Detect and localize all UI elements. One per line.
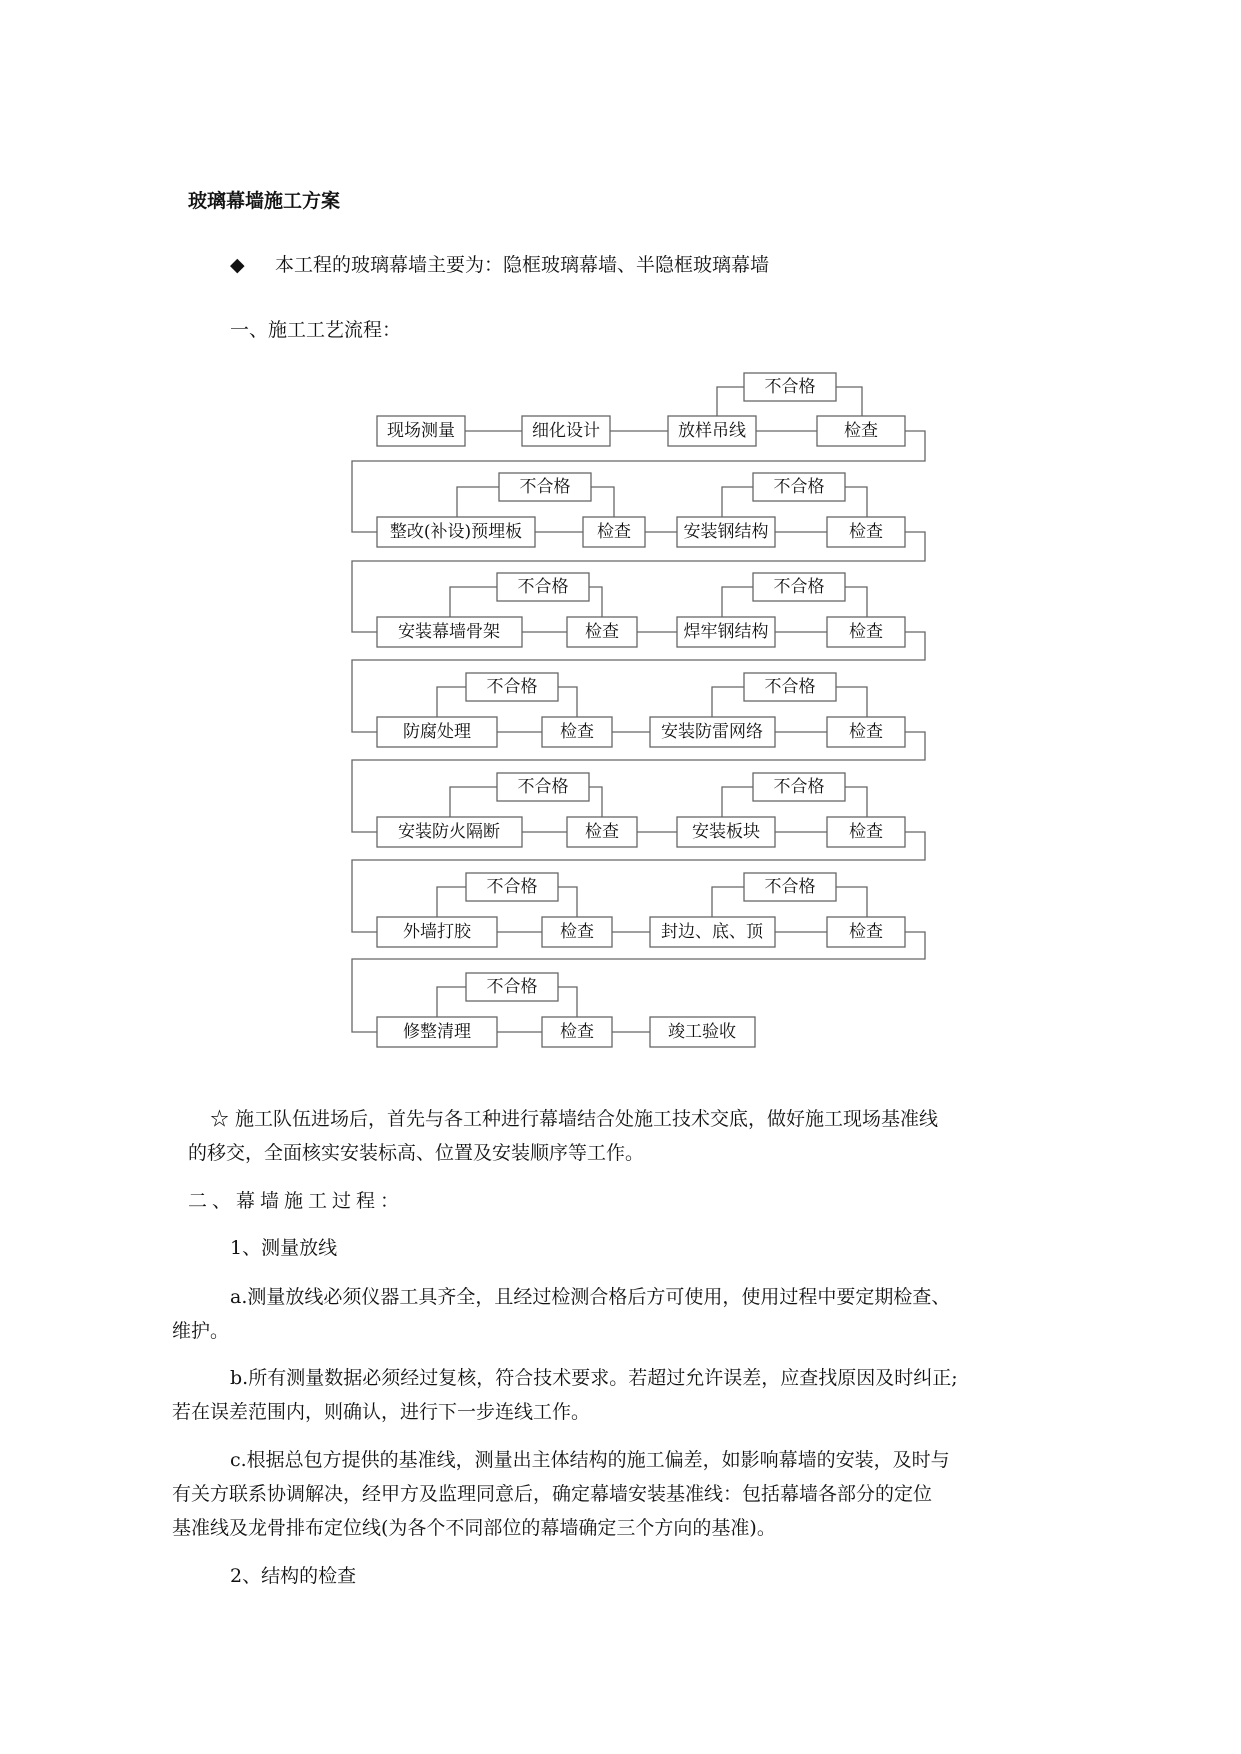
para-c-line1: c.根据总包方提供的基准线，测量出主体结构的施工偏差，如影响幕墙的安装，及时与 [230,1449,950,1471]
flow-step-fire-barrier: 安装防火隔断 [398,822,500,842]
flow-step-install-steel: 安装钢结构 [683,522,769,542]
flow-step-acceptance: 竣工验收 [668,1022,736,1042]
flow-fail: 不合格 [773,777,825,797]
para-b-line1: b.所有测量数据必须经过复核，符合技术要求。若超过允许误差，应查找原因及时纠正; [230,1367,958,1389]
flow-check: 检查 [585,822,619,842]
flow-check: 检查 [597,522,631,542]
section2-heading: 二、幕墙施工过程： [188,1190,405,1212]
flow-step-detail-design: 细化设计 [532,421,600,441]
star-paragraph-line2: 的移交，全面核实安装标高、位置及安装顺序等工作。 [188,1142,645,1164]
para-a-line1: a.测量放线必须仪器工具齐全，且经过检测合格后方可使用，使用过程中要定期检查、 [230,1286,951,1308]
para-c-line2: 有关方联系协调解决，经甲方及监理同意后，确定幕墙安装基准线：包括幕墙各部分的定位 [172,1483,933,1505]
flow-check: 检查 [560,922,594,942]
flow-step-install-frame: 安装幕墙骨架 [398,622,500,642]
flow-fail: 不合格 [773,577,825,597]
flow-check: 检查 [849,622,883,642]
para-b-line2: 若在误差范围内，则确认，进行下一步连线工作。 [172,1401,591,1423]
flow-fail: 不合格 [486,877,538,897]
flow-step-survey: 现场测量 [387,421,455,441]
flow-fail: 不合格 [764,377,816,397]
flow-step-install-panel: 安装板块 [692,822,760,842]
flow-check: 检查 [585,622,619,642]
flow-step-lightning-net: 安装防雷网络 [661,722,763,742]
flow-step-edge-seal: 封边、底、顶 [661,922,763,942]
flow-step-sealant: 外墙打胶 [403,922,471,942]
flow-fail: 不合格 [486,977,538,997]
flow-step-weld-steel: 焊牢钢结构 [683,622,769,642]
star-paragraph-line1: ☆ 施工队伍进场后，首先与各工种进行幕墙结合处施工技术交底，做好施工现场基准线 [210,1108,939,1130]
flow-fail: 不合格 [517,577,569,597]
flow-check: 检查 [560,1022,594,1042]
flow-check: 检查 [849,922,883,942]
flow-fail: 不合格 [764,877,816,897]
flow-step-cleanup: 修整清理 [403,1022,471,1042]
flow-fail: 不合格 [773,477,825,497]
flow-fail: 不合格 [519,477,571,497]
diamond-bullet-icon: ◆ [230,254,245,276]
flow-check: 检查 [849,522,883,542]
flow-check: 检查 [560,722,594,742]
flow-step-embed-plate: 整改(补设)预埋板 [389,522,523,542]
para-c-line3: 基准线及龙骨排布定位线(为各个不同部位的幕墙确定三个方向的基准)。 [172,1517,776,1539]
scope-text: 本工程的玻璃幕墙主要为：隐框玻璃幕墙、半隐框玻璃幕墙 [275,254,770,276]
flow-fail: 不合格 [486,677,538,697]
document-title: 玻璃幕墙施工方案 [188,190,341,212]
flow-check: 检查 [849,722,883,742]
flow-step-layout-plumb: 放样吊线 [678,421,746,441]
sub1-heading: 1、测量放线 [230,1237,338,1259]
flow-fail: 不合格 [517,777,569,797]
flow-step-anticorrosion: 防腐处理 [403,722,471,742]
flow-check: 检查 [849,822,883,842]
section1-heading: 一、施工工艺流程： [230,319,402,341]
flow-check: 检查 [844,421,878,441]
sub2-heading: 2、结构的检查 [230,1565,357,1587]
para-a-line2: 维护。 [172,1320,230,1342]
flow-fail: 不合格 [764,677,816,697]
